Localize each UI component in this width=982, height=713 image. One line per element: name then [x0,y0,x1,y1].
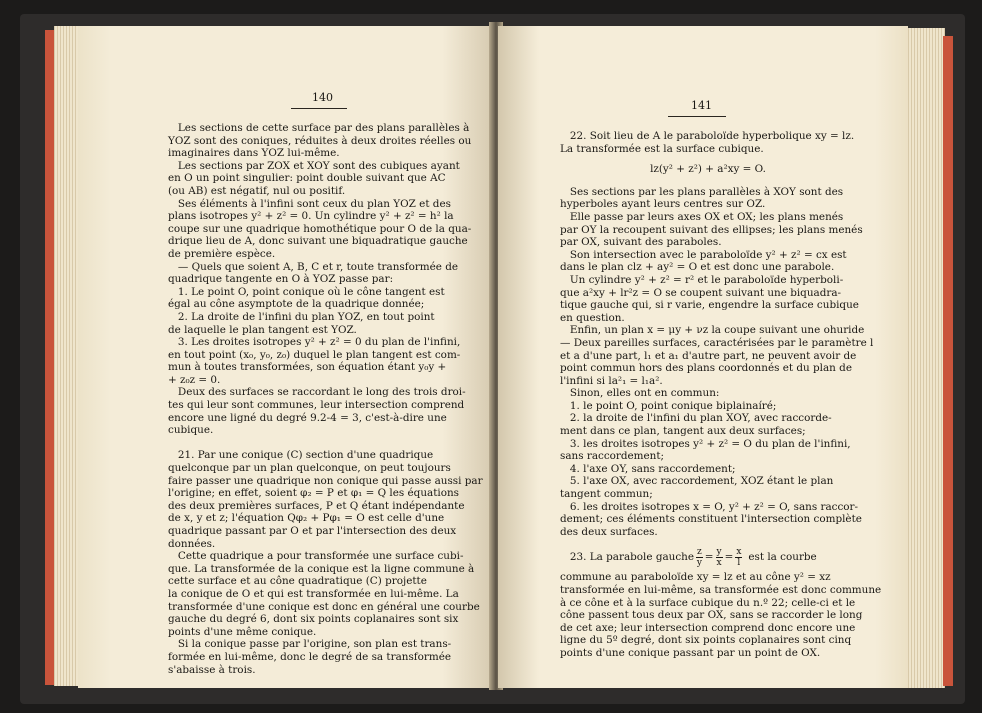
text-line: de cet axe; leur intersection comprend donc encore une [560,621,856,634]
text-line: l'infini si la²₁ = l₁a². [560,374,663,387]
text-line: commune au paraboloïde xy = lz et au cône y² = xz [560,571,831,584]
text-line: que a²xy + lr²z = O se coupent suivant une biquadra- [560,286,842,299]
text-line: en O un point singulier: point double suivant que AC [168,172,446,185]
text-line: transformée d'une conique est donc en général une courbe [168,600,480,613]
text-line: de x, y et z; l'équation Qφ₂ + Pφ₁ = O est celle d'une [168,512,445,525]
text-line: égal au cône asymptote de la quadrique donnée; [168,298,425,311]
paragraph-22-continued [560,185,874,539]
text-line: par OY la recoupent suivant des ellipses; les plans menés [560,223,863,236]
p23-suffix: est la courbe [748,551,817,564]
text-line: Deux des surfaces se raccordant le long des trois droi- [168,386,466,399]
paragraph-23 [560,571,882,659]
text-line: cône passent tous deux par OX, sans se raccorder le long [560,609,863,622]
text-line: cette surface et au cône quadratique (C) projette [168,575,427,588]
text-line: en tout point (x₀, y₀, z₀) duquel le plan tangent est com- [168,348,461,361]
text-line: Sinon, elles ont en commun: [560,387,720,400]
text-line: s'abaisse à trois. [168,663,256,676]
text-line: gauche du degré 6, dont six points coplanaires sont six [168,613,459,626]
text-line: 1. le point O, point conique biplainaíré; [560,399,777,412]
text-line: La transformée est la surface cubique. [560,142,764,155]
text-line: transformée en lui-même, sa transformée est donc commune [560,584,882,596]
text-line: tique gauche qui, si r varie, engendre la surface cubique [560,299,859,312]
left-page-number: 140 [312,91,333,104]
text-line: 21. Par une conique (C) section d'une quadrique [168,449,434,462]
text-line: sans raccordement; [560,450,665,463]
text-line: imaginaires dans YOZ lui-même. [168,147,340,160]
text-line: hyperboles ayant leurs centres sur OZ. [560,198,766,211]
text-line: quadrique tangente en O à YOZ passe par: [168,273,394,286]
text-line: à ce cône et à la surface cubique du n.º 22; celle-ci et le [560,596,856,609]
text-line: coupe sur une quadrique homothétique pour O de la qua- [168,222,472,235]
fraction-y-x: $\frac{y}{x}$ [716,546,722,568]
paragraph-22 [560,130,856,155]
left-page-text [168,122,483,676]
text-line: quelconque par un plan quelconque, on peut toujours [168,462,451,475]
right-page-edges [905,28,945,688]
text-line: 22. Soit lieu de A le paraboloïde hyperbolique xy = lz. [560,130,855,142]
text-line: 3. les droites isotropes y² + z² = O du plan de l'infini, [560,437,851,450]
text-line [168,437,462,450]
text-line: Les sections de cette surface par des plans parallèles à [168,122,470,134]
text-line: la conique de O et qui est transformée en lui-même. La [168,587,459,600]
text-line: l'origine; en effet, soient φ₂ = P et φ₁ = Q les équations [168,487,460,500]
formula-22: lz(y² + z²) + a²xy = O. [650,163,766,176]
text-line: des deux premières surfaces, P et Q étant indépendante [168,499,465,512]
text-line: point commun hors des plans coordonnés et du plan de [560,362,852,375]
text-line: Un cylindre y² + z² = r² et le paraboloïde hyperboli- [560,273,844,286]
text-line: 1. Le point O, point conique où le cône tangent est [168,285,445,298]
fraction-x-l: $\frac{x}{l}$ [736,546,742,568]
left-page [78,26,492,688]
text-line: dans le plan clz + ay² = O et est donc une parabole. [560,261,835,274]
text-line: en question. [560,311,625,324]
text-line: ment dans ce plan, tangent aux deux surfaces; [560,425,806,438]
paragraph-23-first-line: 23. La parabole gauche $\frac{z}{y}$ = $\frac{y}{x}$ = $\frac{x}{l}$ est la courbe [560,546,817,568]
text-line: Les sections par ZOX et XOY sont des cubiques ayant [168,159,460,172]
text-line: que. La transformée de la conique est la ligne commune à [168,562,475,575]
text-line: mun à toutes transformées, son équation étant y₀y + [168,361,447,374]
text-line: formée en lui-même, donc le degré de sa transformée [168,650,452,663]
text-line: ligne du 5º degré, dont six points coplanaires sont cinq [560,634,852,647]
right-page-text [560,130,882,660]
right-page [498,26,908,688]
text-line: 3. Les droites isotropes y² + z² = 0 du plan de l'infini, [168,336,461,349]
text-line: 4. l'axe OY, sans raccordement; [560,462,736,475]
text-line: cubique. [168,424,214,437]
text-line: Ses éléments à l'infini sont ceux du plan YOZ et des [168,197,451,210]
text-line: dement; ces éléments constituent l'intersection complète [560,513,862,526]
left-page-edges [54,26,80,686]
text-line: Si la conique passe par l'origine, son plan est trans- [168,638,452,651]
text-line: (ou AB) est négatif, nul ou positif. [168,184,346,197]
text-line: Son intersection avec le paraboloïde y² + z² = cx est [560,248,847,261]
text-line: — Quels que soient A, B, C et r, toute transformée de [168,260,459,273]
text-line: YOZ sont des coniques, réduites à deux droites réelles ou [168,134,472,147]
left-header-rule [291,108,347,109]
text-line: — Deux pareilles surfaces, caractérisées par le paramètre l [560,336,874,349]
fraction-z-y: $\frac{z}{y}$ [696,546,702,568]
text-line: plans isotropes y² + z² = 0. Un cylindre y² + z² = h² la [168,210,454,223]
text-line: de laquelle le plan tangent est YOZ. [168,323,357,336]
p23-prefix: 23. La parabole gauche [560,551,695,564]
text-line: tangent commun; [560,488,653,501]
text-line: + z₀z = 0. [168,373,221,386]
text-line: encore une ligné du degré 9.2-4 = 3, c'est-à-dire une [168,411,447,424]
text-line: quadrique passant par O et par l'intersection des deux [168,525,457,537]
text-line: des deux surfaces. [560,525,658,538]
text-line: 5. l'axe OX, avec raccordement, XOZ étant le plan [560,475,834,488]
text-line: points d'une même conique. [168,625,317,638]
text-line: et a d'une part, l₁ et a₁ d'autre part, ne peuvent avoir de [560,349,857,362]
text-line: de première espèce. [168,247,276,260]
text-line: 6. les droites isotropes x = O, y² + z² = O, sans raccor- [560,500,859,513]
text-line: tes qui leur sont communes, leur intersection comprend [168,399,465,412]
text-line: Elle passe par leurs axes OX et OX; les plans menés [560,210,844,223]
text-line: drique lieu de A, donc suivant une biquadratique gauche [168,235,468,248]
text-line: par OX, suivant des paraboles. [560,236,722,249]
right-header-rule [668,116,726,117]
text-line: 2. La droite de l'infini du plan YOZ, en tout point [168,310,435,323]
text-line: faire passer une quadrique non conique qui passe aussi par [168,474,483,487]
text-line: Enfin, un plan x = μy + νz la coupe suivant une ohuride [560,324,865,337]
text-line: données. [168,537,216,550]
text-line: Cette quadrique a pour transformée une surface cubi- [168,550,464,563]
text-line: 2. la droite de l'infini du plan XOY, avec raccorde- [560,412,832,425]
right-page-number: 141 [691,99,712,112]
right-page-edges-red [943,36,953,686]
text-line: points d'une conique passant par un point de OX. [560,646,821,659]
text-line: Ses sections par les plans parallèles à XOY sont des [560,185,844,198]
